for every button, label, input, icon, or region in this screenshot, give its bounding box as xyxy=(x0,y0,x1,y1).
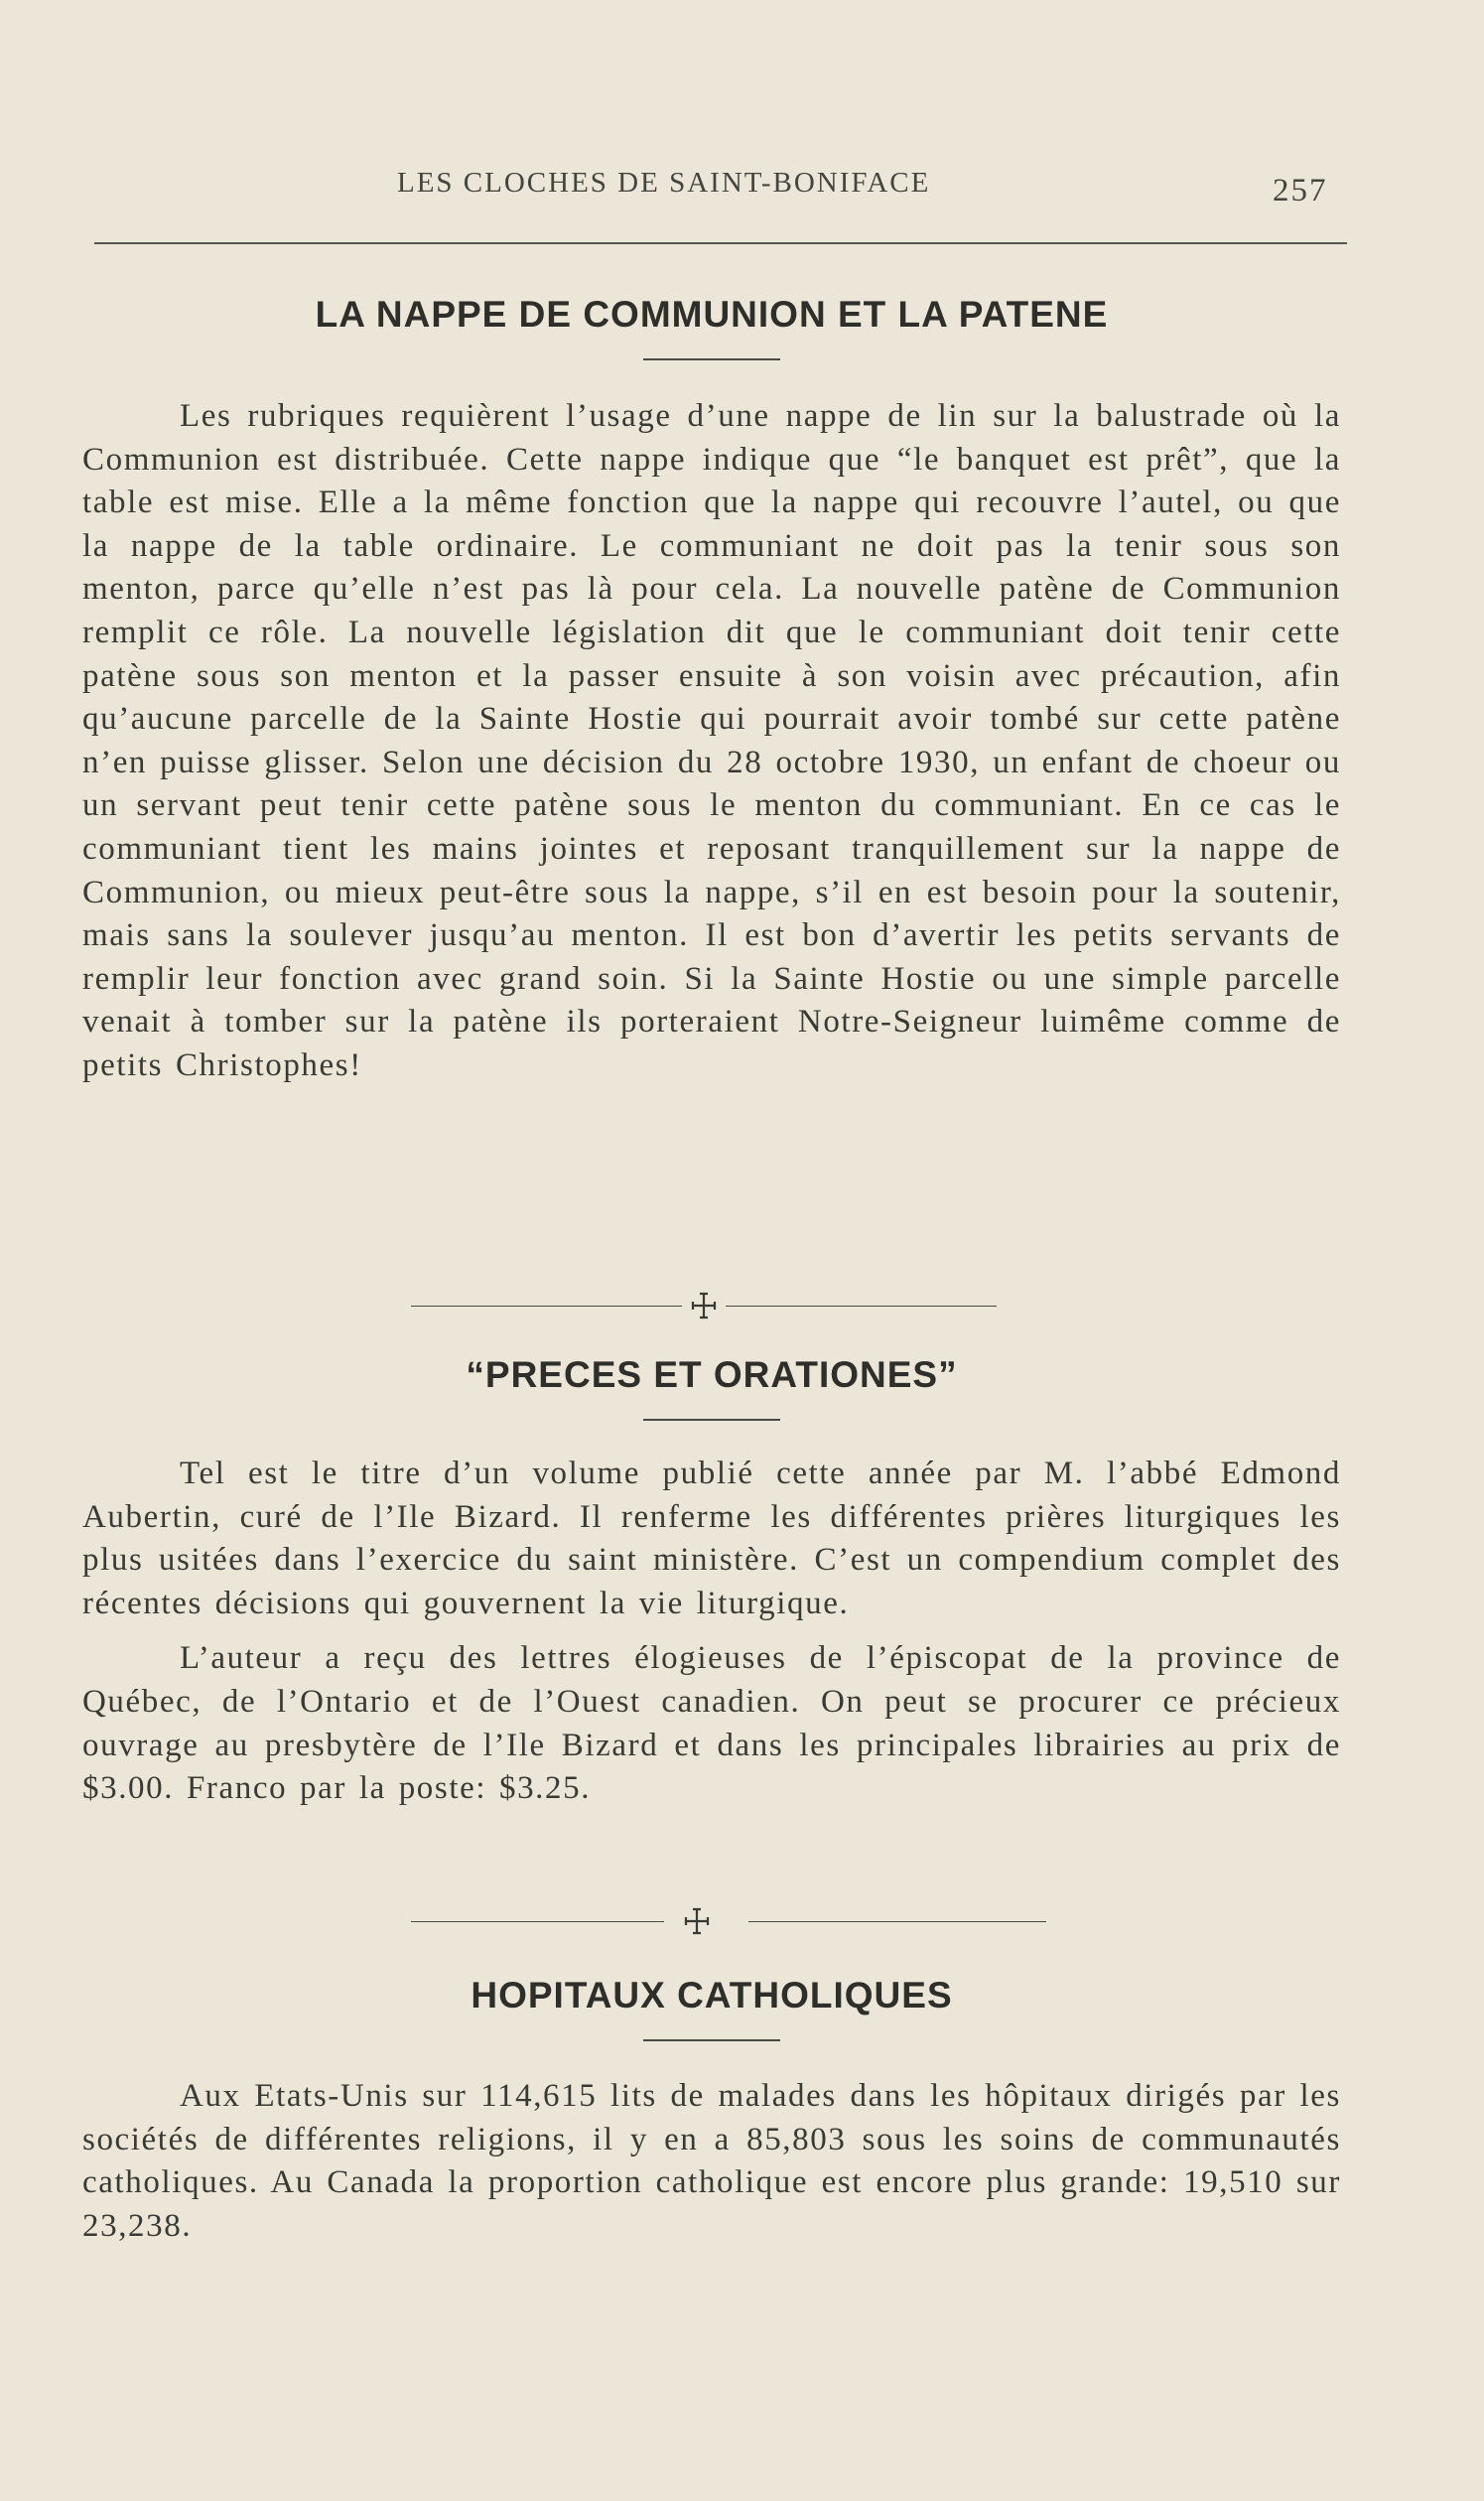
section-hopitaux-catholiques xyxy=(82,1974,1341,2248)
divider-line-right xyxy=(748,1921,1046,1922)
section-divider xyxy=(411,1906,1066,1936)
paragraph: L’auteur a reçu des lettres élogieuses de l’épiscopat de la province de Québec, de l’Ontario et de l’Ouest canadien. On peut se procurer ce précieux ouvrage au presbytère de l’Ile Bizard et dans les principales librairies au prix de $3.00. Franco par la poste: $3.25. xyxy=(82,1640,1341,1807)
divider-line-right xyxy=(726,1306,997,1307)
cross-icon xyxy=(689,1291,719,1320)
page-number: 257 xyxy=(1273,173,1328,208)
heading-rule xyxy=(643,1419,780,1421)
divider-line-left xyxy=(411,1306,682,1307)
header-rule xyxy=(94,242,1347,244)
section-nappe-de-communion xyxy=(82,293,1341,1088)
heading-rule xyxy=(643,358,780,360)
section-heading: LA NAPPE DE COMMUNION ET LA PATENE xyxy=(315,294,1109,335)
divider-line-left xyxy=(411,1921,664,1922)
section-heading: HOPITAUX CATHOLIQUES xyxy=(471,1975,953,2015)
paragraph: Aux Etats-Unis sur 114,615 lits de malades dans les hôpitaux dirigés par les sociétés de différentes religions, il y en a 85,803 sous les soins de communautés catholiques. Au Canada la proportion catholique est encore plus grande: 19,510 sur 23,238. xyxy=(82,2078,1341,2244)
paragraph: Les rubriques requièrent l’usage d’une nappe de lin sur la balustrade où la Communion est distribuée. Cette nappe indique que “le banquet est prêt”, que la table est mise. Elle a la même fonction que la nappe qui recouvre l’autel, ou que la nappe de la table ordinaire. Le communiant ne doit pas la tenir sous son menton, parce qu’elle n’est pas là pour cela. La nouvelle patène de Communion remplit ce rôle. La nouvelle législation dit que le communiant doit tenir cette patène sous son menton et la passer ensuite à son voisin avec précaution, afin qu’aucune parcelle de la Sainte Hostie qui pourrait avoir tombé sur cette patène n’en puisse glisser. Selon une décision du 28 octobre 1930, un enfant de choeur ou un servant peut tenir cette patène sous le menton du communiant. En ce cas le communiant tient les mains jointes et reposant tranquillement sur la nappe de Communion, ou mieux peut-être sous la nappe, s’il en est besoin pour la soutenir, mais sans la soulever jusqu’au menton. Il est bon d’avertir les petits servants de remplir leur fonction avec grand soin. Si la Sainte Hostie ou une simple parcelle venait à tomber sur la patène ils porteraient Notre-Seigneur luimême comme de petits Christophes! xyxy=(82,398,1341,1083)
running-head xyxy=(0,167,1484,207)
section-heading: “PRECES ET ORATIONES” xyxy=(466,1354,958,1395)
section-preces-et-orationes xyxy=(82,1353,1341,1811)
heading-rule xyxy=(643,2039,780,2041)
section-divider xyxy=(411,1291,997,1320)
paragraph: Tel est le titre d’un volume publié cette année par M. l’abbé Edmond Aubertin, curé de l’Ile Bizard. Il renferme les différentes prières liturgiques les plus usitées dans l’exercice du saint ministère. C’est un compendium complet des récentes décisions qui gouvernent la vie liturgique. xyxy=(82,1456,1341,1621)
running-title: LES CLOCHES DE SAINT-BONIFACE xyxy=(397,167,931,199)
cross-icon xyxy=(682,1906,712,1936)
